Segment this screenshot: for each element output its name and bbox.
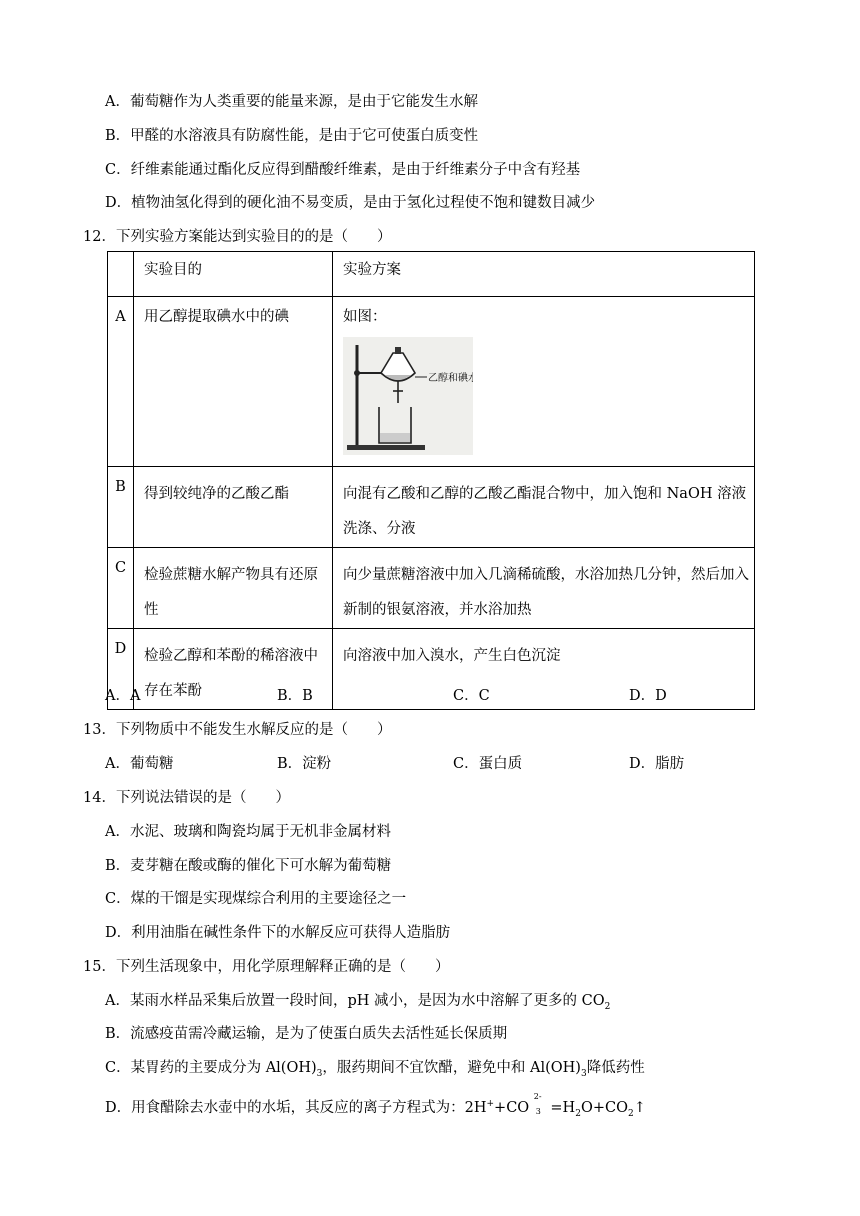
subscript: 3 <box>316 1068 323 1079</box>
q13-stem: 13．下列物质中不能发生水解反应的是（ ） <box>83 722 392 738</box>
text-part: =H <box>545 1100 576 1116</box>
q13-choice-d: D．脂肪 <box>629 756 685 772</box>
subscript: 3 <box>580 1068 587 1079</box>
row-plan: 向混有乙酸和乙醇的乙酸乙酯混合物中，加入饱和 NaOH 溶液洗涤、分液 <box>333 467 755 548</box>
charge-stack <box>533 1092 546 1116</box>
subscript: 2 <box>604 1001 611 1012</box>
header-plan-cell: 实验方案 <box>333 252 755 297</box>
q11-option-b: B．甲醛的水溶液具有防腐性能，是由于它可使蛋白质变性 <box>105 128 479 144</box>
superscript: + <box>486 1099 495 1110</box>
text-part: +CO <box>494 1100 534 1116</box>
q15-option-c <box>105 1056 645 1079</box>
q14-option-c: C．煤的干馏是实现煤综合利用的主要途径之一 <box>105 891 407 907</box>
text-part: D．用食醋除去水壶中的水垢，其反应的离子方程式为：2H <box>105 1100 487 1116</box>
subscript: 2 <box>575 1108 581 1119</box>
text-part: C．某胃药的主要成分为 Al(OH) <box>105 1060 317 1076</box>
row-plan-text: 如图： <box>343 309 387 325</box>
text-part: ↑ <box>633 1100 646 1116</box>
q12-choice-a: A．A <box>105 688 141 704</box>
subscript: 2 <box>627 1108 634 1119</box>
q11-option-c: C．纤维素能通过酯化反应得到醋酸纤维素，是由于纤维素分子中含有羟基 <box>105 162 581 178</box>
header-aim-cell: 实验目的 <box>134 252 333 297</box>
row-plan: 向溶液中加入溴水，产生白色沉淀 <box>333 629 755 710</box>
q13-choice-c: C．蛋白质 <box>453 756 523 772</box>
q11-option-a: A．葡萄糖作为人类重要的能量来源，是由于它能发生水解 <box>105 94 478 110</box>
q15-option-b: B．流感疫苗需冷藏运输，是为了使蛋白质失去活性延长保质期 <box>105 1026 508 1042</box>
table-row <box>108 548 755 629</box>
header-label-cell <box>108 252 134 297</box>
row-plan: 向少量蔗糖溶液中加入几滴稀硫酸，水浴加热几分钟，然后加入新制的银氨溶液，并水浴加热 <box>333 548 755 629</box>
row-aim: 用乙醇提取碘水中的碘 <box>134 297 333 467</box>
q12-choice-d: D．D <box>629 688 667 704</box>
q14-option-d: D．利用油脂在碱性条件下的水解反应可获得人造脂肪 <box>105 925 451 941</box>
row-label: A <box>108 297 134 467</box>
experiment-table <box>107 251 755 710</box>
q15-stem: 15．下列生活现象中，用化学原理解释正确的是（ ） <box>83 959 450 975</box>
superscript: 2- <box>533 1092 542 1101</box>
row-plan-cell <box>333 297 755 467</box>
q11-option-d: D．植物油氢化得到的硬化油不易变质，是由于氢化过程使不饱和键数目减少 <box>105 195 596 211</box>
row-aim: 检验乙醇和苯酚的稀溶液中存在苯酚 <box>134 629 333 710</box>
table-row <box>108 467 755 548</box>
row-aim: 得到较纯净的乙酸乙酯 <box>134 467 333 548</box>
q12-choices <box>0 684 860 706</box>
table-header-row <box>108 252 755 297</box>
row-label: B <box>108 467 134 548</box>
row-aim: 检验蔗糖水解产物具有还原性 <box>134 548 333 629</box>
q13-choice-a: A．葡萄糖 <box>105 756 174 772</box>
q15-option-d <box>105 1092 646 1119</box>
separatory-funnel-apparatus-icon <box>343 337 473 455</box>
text-part: 降低药性 <box>586 1060 645 1076</box>
row-label: C <box>108 548 134 629</box>
q15-option-a <box>105 989 610 1012</box>
subscript: 3 <box>535 1107 541 1116</box>
q12-choice-b: B．B <box>277 688 313 704</box>
row-label: D <box>108 629 134 710</box>
text-part: O+CO <box>580 1100 628 1116</box>
q12-stem: 12．下列实验方案能达到实验目的的是（ ） <box>83 229 392 245</box>
q14-option-b: B．麦芽糖在酸或酶的催化下可水解为葡萄糖 <box>105 858 392 874</box>
q13-choice-b: B．淀粉 <box>277 756 332 772</box>
table-row <box>108 297 755 467</box>
separatory-funnel-figure <box>343 337 473 455</box>
q14-option-a: A．水泥、玻璃和陶瓷均属于无机非金属材料 <box>105 824 391 840</box>
q12-choice-c: C．C <box>453 688 490 704</box>
q15-option-a-text: A．某雨水样品采集后放置一段时间，pH 减小，是因为水中溶解了更多的 CO <box>105 993 605 1009</box>
q14-stem: 14．下列说法错误的是（ ） <box>83 790 290 806</box>
text-part: ，服药期间不宜饮醋，避免中和 Al(OH) <box>322 1060 581 1076</box>
q13-choices <box>0 752 860 774</box>
figure-label: 乙醇和碘水 <box>428 373 473 384</box>
